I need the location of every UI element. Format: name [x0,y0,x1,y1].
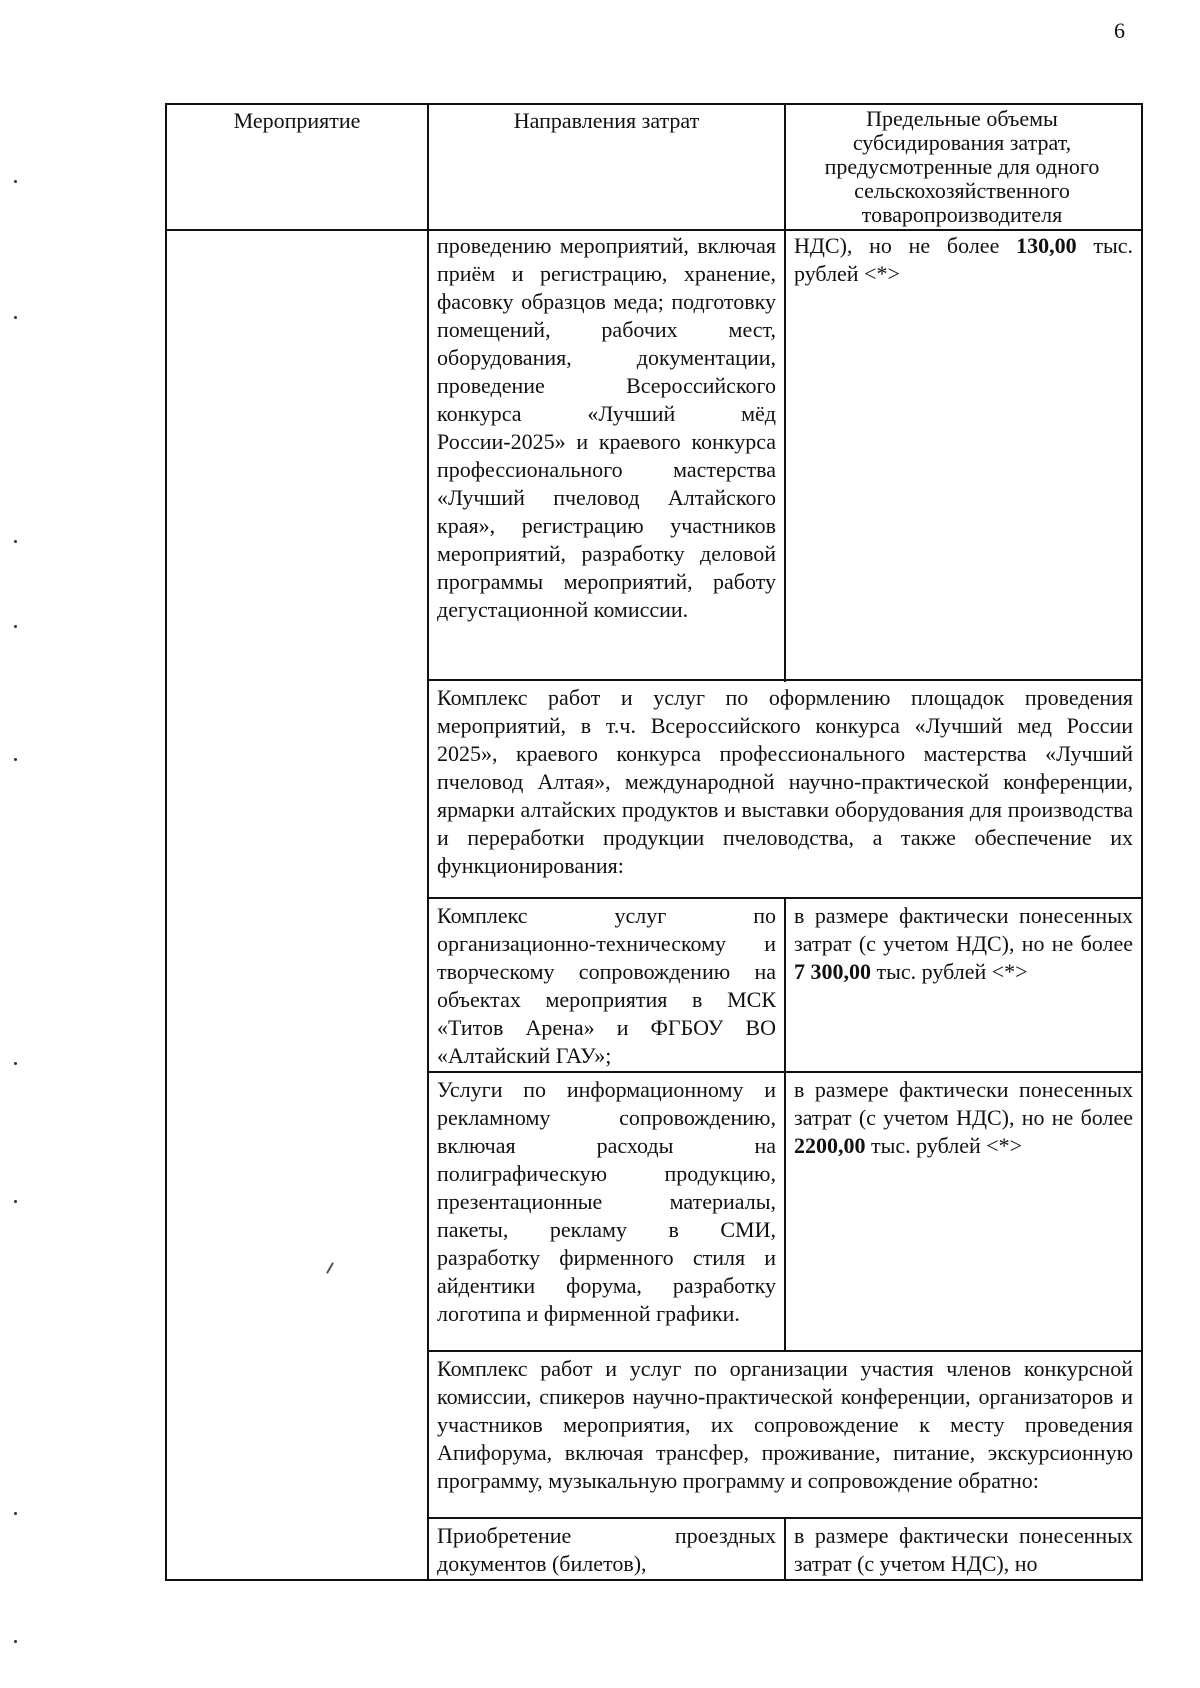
row4-limit-amount: 2200,00 [794,1133,866,1158]
row3-limit-unit: тыс. рублей <*> [876,959,1028,984]
row1-directions: проведению мероприятий, включая приём и регистрацию, хранение, фасовку образцов меда; подготовку помещений, рабочих мест, оборудования, документации, проведение Всероссийского конкурса «Лучший мёд России-2025» и краевого конкурса профессионального мастерства «Лучший пчеловод Алтайского края», регистрацию участников мероприятий, разработку деловой программы мероприятий, работу дегустационной комиссии. [437,233,776,622]
header-directions: Направления затрат [513,108,700,133]
column-divider-2a [784,105,786,682]
row6-directions: Приобретение проездных документов (билетов), [437,1523,776,1576]
scan-dot [14,1640,17,1643]
scan-dot [14,180,17,183]
scan-dot [14,1062,17,1065]
row3-limit [786,899,1141,986]
row3-limit-text: в размере фактически понесенных затрат (с учетом НДС), но не более [794,903,1133,956]
row1-limit-text: НДС), но не более [794,233,1000,258]
scan-dot [14,1512,17,1515]
row4-limit-text: в размере фактически понесенных затрат (с учетом НДС), но не более [794,1077,1133,1130]
header-limits: Предельные объемы субсидирования затрат, предусмотренные для одного сельскохозяйственного товаропроизводителя [824,106,1100,227]
row4-directions: Услуги по информационному и рекламному сопровождению, включая расходы на полиграфическую продукцию, презентационные материалы, пакеты, рекламу в СМИ, разработку фирменного стиля и айдентики форума, разработку логотипа и фирменной графики. [437,1077,776,1326]
scan-dot [14,540,17,543]
row2-span-text: Комплекс работ и услуг по оформлению площадок проведения мероприятий, в т.ч. Всероссийского конкурса «Лучший мед России 2025», краевого конкурса профессионального мастерства «Лучший пчеловод Алтая», международной научно-практической конференции, ярмарки алтайских продуктов и выставки оборудования для производства и переработки продукции пчеловодства, а также обеспечение их функционирования: [437,685,1133,878]
row4-limit [786,1073,1141,1160]
row1-limit [786,229,1141,288]
row3-directions: Комплекс услуг по организационно-техническому и творческому сопровождению на объектах мероприятия в МСК «Титов Арена» и ФГБОУ ВО «Алтайский ГАУ»; [437,903,776,1068]
subsidy-table [165,103,1143,1581]
scan-dot [14,625,17,628]
row5-span-text: Комплекс работ и услуг по организации участия членов конкурсной комиссии, спикеров научно-практической конференции, организаторов и участников мероприятия, их сопровождение к месту проведения Апифорума, включая трансфер, проживание, питание, экскурсионную программу, музыкальную программу и сопровождение обратно: [437,1356,1133,1493]
page-number: 6 [1114,18,1125,43]
header-event: Мероприятие [233,108,361,133]
row6-limit: в размере фактически понесенных затрат (с учетом НДС), но [794,1523,1133,1576]
row1-limit-amount: 130,00 [1016,233,1077,258]
row3-limit-amount: 7 300,00 [794,959,871,984]
scan-dot [14,316,17,319]
scan-dot [14,758,17,761]
row1-limit-unit: тыс. рублей <*> [794,233,1134,286]
scan-dot [14,1200,17,1203]
row4-limit-unit: тыс. рублей <*> [871,1133,1023,1158]
